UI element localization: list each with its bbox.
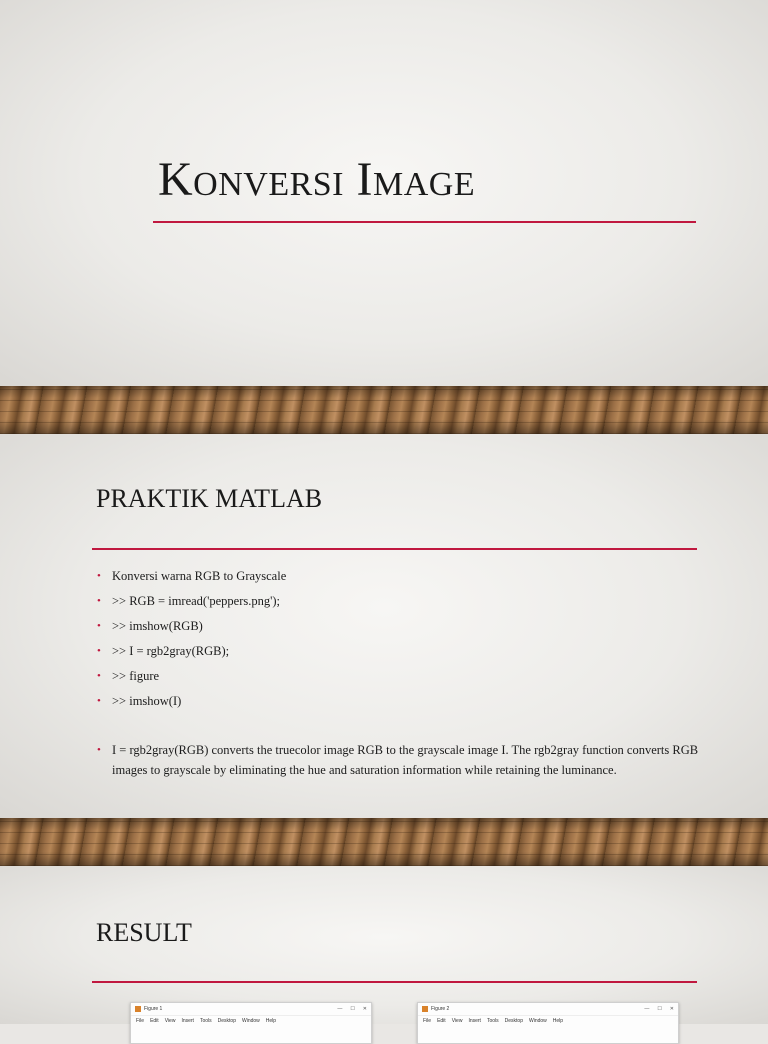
- bullet-icon: •: [97, 744, 101, 756]
- bullet-icon: •: [97, 570, 101, 582]
- bullet-text: >> I = rgb2gray(RGB);: [112, 644, 230, 658]
- close-icon[interactable]: ✕: [362, 1006, 367, 1012]
- menu-window[interactable]: Window: [241, 1018, 260, 1024]
- menu-desktop[interactable]: Desktop: [217, 1018, 236, 1024]
- bullet-icon: •: [97, 670, 101, 682]
- figure-window-2[interactable]: [417, 1002, 679, 1044]
- menu-view[interactable]: View: [164, 1018, 176, 1024]
- menu-insert[interactable]: Insert: [181, 1018, 194, 1024]
- figure-titlebar[interactable]: [418, 1003, 678, 1016]
- figure-title: Figure 1: [144, 1006, 163, 1012]
- maximize-icon[interactable]: ☐: [657, 1006, 662, 1012]
- bullet-text: >> imshow(I): [112, 694, 182, 708]
- menu-file[interactable]: File: [423, 1018, 432, 1024]
- bullet-text: >> imshow(RGB): [112, 619, 203, 633]
- list-item: [96, 566, 286, 591]
- menu-help[interactable]: Help: [265, 1018, 277, 1024]
- slide-1-title: Konversi Image: [158, 153, 476, 206]
- menu-insert[interactable]: Insert: [468, 1018, 481, 1024]
- slide-3: [0, 866, 768, 1024]
- bullet-icon: •: [97, 620, 101, 632]
- menu-edit[interactable]: Edit: [150, 1018, 159, 1024]
- list-item: [96, 641, 286, 666]
- bullet-text: Konversi warna RGB to Grayscale: [112, 569, 287, 583]
- wood-floor-divider: [0, 386, 768, 434]
- slide-2-title: PRAKTIK MATLAB: [96, 484, 323, 513]
- matlab-icon: [135, 1006, 141, 1012]
- list-item: [96, 691, 286, 716]
- title-underline: [92, 981, 697, 983]
- bullet-icon: •: [97, 695, 101, 707]
- description-paragraph: [96, 740, 712, 780]
- title-underline: [92, 548, 697, 550]
- minimize-icon[interactable]: —: [337, 1006, 343, 1012]
- close-icon[interactable]: ✕: [669, 1006, 674, 1012]
- bullet-icon: •: [97, 595, 101, 607]
- figure-titlebar[interactable]: [131, 1003, 371, 1016]
- minimize-icon[interactable]: —: [644, 1006, 650, 1012]
- list-item: [96, 666, 286, 691]
- menu-tools[interactable]: Tools: [486, 1018, 499, 1024]
- menu-file[interactable]: File: [136, 1018, 145, 1024]
- menu-window[interactable]: Window: [528, 1018, 547, 1024]
- code-bullet-list: [96, 566, 286, 716]
- wood-floor-divider: [0, 818, 768, 866]
- maximize-icon[interactable]: ☐: [350, 1006, 355, 1012]
- bullet-text: >> figure: [112, 669, 160, 683]
- figure-window-1[interactable]: [130, 1002, 372, 1044]
- figure-title: Figure 2: [431, 1006, 450, 1012]
- figure-menubar: [418, 1016, 678, 1026]
- menu-tools[interactable]: Tools: [199, 1018, 212, 1024]
- menu-view[interactable]: View: [451, 1018, 463, 1024]
- slide-1: [0, 0, 768, 388]
- list-item: [96, 616, 286, 641]
- title-underline: [153, 221, 696, 223]
- menu-desktop[interactable]: Desktop: [504, 1018, 523, 1024]
- paragraph-text: I = rgb2gray(RGB) converts the truecolor image RGB to the grayscale image I. The rgb2gray function converts RGB images to grayscale by eliminating the hue and saturation information while retaining the luminance.: [112, 743, 699, 777]
- list-item: [96, 591, 286, 616]
- slide-3-title: RESULT: [96, 918, 192, 947]
- menu-edit[interactable]: Edit: [437, 1018, 446, 1024]
- figure-menubar: [131, 1016, 371, 1026]
- bullet-text: >> RGB = imread('peppers.png');: [112, 594, 280, 608]
- menu-help[interactable]: Help: [552, 1018, 564, 1024]
- matlab-icon: [422, 1006, 428, 1012]
- bullet-icon: •: [97, 645, 101, 657]
